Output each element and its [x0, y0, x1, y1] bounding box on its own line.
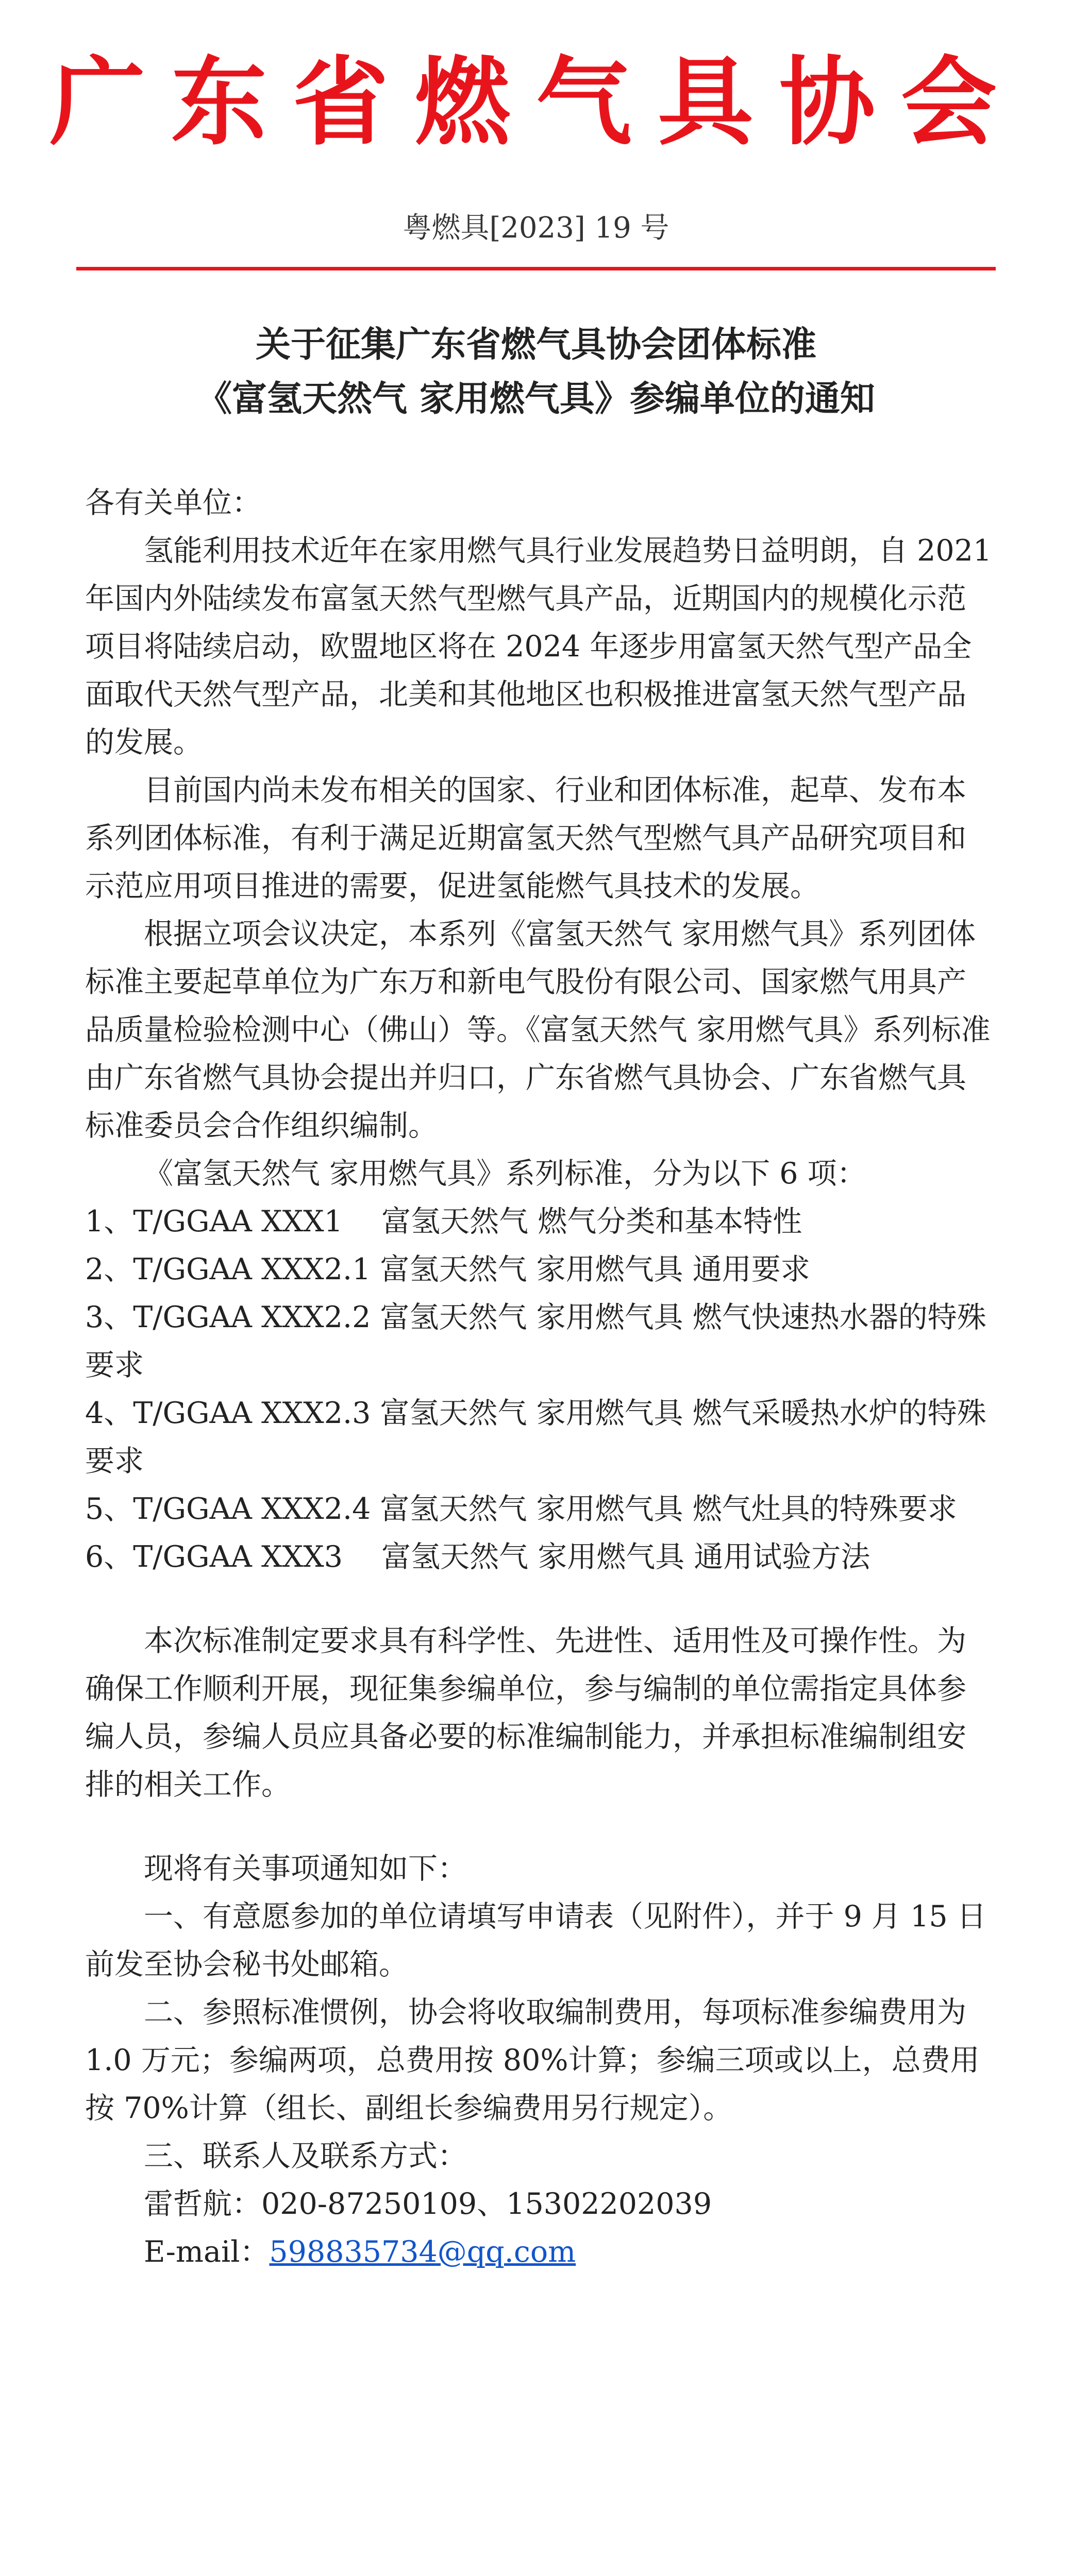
contact-line: 雷哲航：020-87250109、15302202039: [144, 2187, 712, 2221]
header-red-rule: [76, 267, 996, 270]
document-number: 粤燃具[2023] 19 号: [403, 211, 669, 245]
notice-title-line1: 关于征集广东省燃气具协会团体标准: [255, 324, 816, 365]
paragraph-background: 氢能利用技术近年在家用燃气具行业发展趋势日益明朗，自 2021 年国内外陆续发布富氢天然气型燃气具产品，近期国内的规模化示范项目将陆续启动，欧盟地区将在 2024 年逐步用富氢天然气型产品全面取代天然气型产品，北美和其他地区也积极推进富氢天然气型产品的发展。: [85, 534, 992, 759]
notice-title-line2: 《富氢天然气 家用燃气具》参编单位的通知: [197, 378, 875, 419]
standard-item: 2、T/GGAA XXX2.1 富氢天然气 家用燃气具 通用要求: [85, 1252, 810, 1286]
email-link[interactable]: 598835734@qq.com: [269, 2235, 576, 2269]
paragraph-drafters: 根据立项会议决定，本系列《富氢天然气 家用燃气具》系列团体标准主要起草单位为广东万和新电气股份有限公司、国家燃气用具产品质量检验检测中心（佛山）等。《富氢天然气 家用燃气具》系列标准由广东省燃气具协会提出并归口，广东省燃气具协会、广东省燃气具标准委员会合作组织编制。: [85, 917, 991, 1143]
email-line: [85, 2228, 992, 2276]
salutation: 各有关单位：: [85, 486, 261, 520]
matter-1: 一、有意愿参加的单位请填写申请表（见附件），并于 9 月 15 日前发至协会秘书处邮箱。: [85, 1900, 986, 1981]
standard-item: 3、T/GGAA XXX2.2 富氢天然气 家用燃气具 燃气快速热水器的特殊要求: [85, 1300, 986, 1382]
standard-item: 4、T/GGAA XXX2.3 富氢天然气 家用燃气具 燃气采暖热水炉的特殊要求: [85, 1396, 986, 1478]
notice-body: [85, 479, 992, 2276]
paragraph-requirements: 本次标准制定要求具有科学性、先进性、适用性及可操作性。为确保工作顺利开展，现征集参编单位，参与编制的单位需指定具体参编人员，参编人员应具备必要的标准编制能力，并承担标准编制组安排的相关工作。: [85, 1624, 966, 1802]
standard-item: 6、T/GGAA XXX3 富氢天然气 家用燃气具 通用试验方法: [85, 1540, 870, 1574]
standard-item: 1、T/GGAA XXX1 富氢天然气 燃气分类和基本特性: [85, 1205, 802, 1239]
matter-2: 二、参照标准惯例，协会将收取编制费用，每项标准参编费用为 1.0 万元；参编两项，总费用按 80%计算；参编三项或以上，总费用按 70%计算（组长、副组长参编费用另行规定）。: [85, 1995, 980, 2125]
matter-3: 三、联系人及联系方式：: [144, 2139, 467, 2173]
paragraph-series-intro: 《富氢天然气 家用燃气具》系列标准，分为以下 6 项：: [144, 1157, 866, 1191]
email-label: E-mail：: [144, 2235, 270, 2269]
paragraph-matters-intro: 现将有关事项通知如下：: [144, 1852, 467, 1886]
org-title: 广东省燃气具协会: [49, 45, 1023, 158]
paragraph-purpose: 目前国内尚未发布相关的国家、行业和团体标准，起草、发布本系列团体标准，有利于满足近期富氢天然气型燃气具产品研究项目和示范应用项目推进的需要，促进氢能燃气具技术的发展。: [85, 773, 966, 903]
standard-item: 5、T/GGAA XXX2.4 富氢天然气 家用燃气具 燃气灶具的特殊要求: [85, 1492, 957, 1526]
